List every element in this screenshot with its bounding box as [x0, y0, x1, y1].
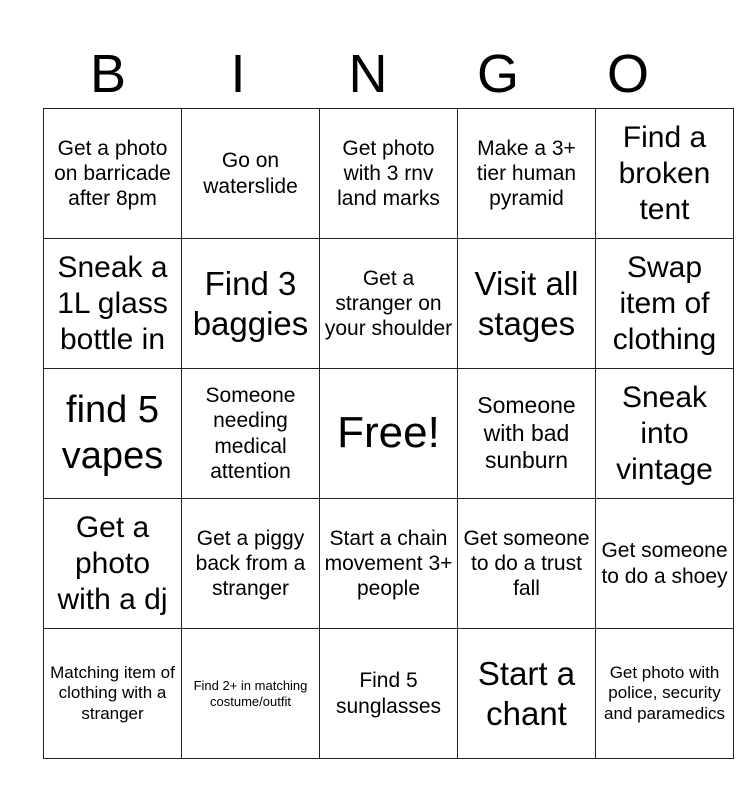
board-row [44, 629, 734, 759]
cell-text: Start a chain movement 3+ people [324, 526, 453, 601]
free-cell[interactable] [320, 369, 458, 499]
bingo-cell[interactable] [182, 499, 320, 629]
cell-text: Matching item of clothing with a stranger [50, 662, 175, 723]
header-letter-g: G [476, 44, 519, 104]
bingo-cell[interactable] [320, 629, 458, 759]
bingo-cell[interactable] [44, 369, 182, 499]
cell-text: Get a piggy back from a stranger [195, 526, 306, 601]
cell-text: Sneak a 1L glass bottle in [57, 250, 168, 356]
cell-text: Swap item of clothing [612, 250, 717, 356]
bingo-cell[interactable] [182, 369, 320, 499]
bingo-board [43, 108, 734, 759]
bingo-cell[interactable] [596, 369, 734, 499]
bingo-cell[interactable] [182, 109, 320, 239]
header-letter-o: O [606, 44, 649, 104]
bingo-cell[interactable] [596, 629, 734, 759]
bingo-cell[interactable] [458, 109, 596, 239]
bingo-cell[interactable] [44, 629, 182, 759]
bingo-cell[interactable] [320, 239, 458, 369]
bingo-cell[interactable] [44, 499, 182, 629]
cell-text: Go on waterslide [203, 149, 298, 198]
header-letter-i: I [230, 44, 246, 104]
bingo-cell[interactable] [458, 499, 596, 629]
cell-text: Sneak into vintage [616, 380, 713, 486]
cell-text: Start a chant [477, 654, 576, 732]
cell-text: Someone with bad sunburn [477, 392, 576, 474]
cell-text: Get photo with 3 rnv land marks [337, 136, 440, 211]
board-row [44, 239, 734, 369]
bingo-cell[interactable] [182, 239, 320, 369]
cell-text: Someone needing medical attention [205, 384, 296, 483]
cell-text: Find 3 baggies [192, 264, 309, 342]
bingo-cell[interactable] [320, 499, 458, 629]
cell-text: Find 5 sunglasses [335, 669, 442, 718]
cell-text: Get a photo on barricade after 8pm [54, 136, 171, 211]
cell-text: Get someone to do a trust fall [463, 526, 590, 601]
bingo-cell[interactable] [596, 239, 734, 369]
board-row [44, 499, 734, 629]
cell-text: Visit all stages [474, 264, 579, 342]
bingo-cell[interactable] [458, 629, 596, 759]
cell-text: find 5 vapes [61, 388, 164, 477]
bingo-cell[interactable] [182, 629, 320, 759]
bingo-cell[interactable] [320, 109, 458, 239]
cell-text: Get a photo with a dj [57, 510, 168, 616]
cell-text: Make a 3+ tier human pyramid [476, 136, 577, 211]
cell-text: Get a stranger on your shoulder [324, 266, 453, 341]
bingo-cell[interactable] [458, 369, 596, 499]
board-row [44, 109, 734, 239]
header-letter-b: B [89, 44, 127, 104]
bingo-cell[interactable] [44, 109, 182, 239]
bingo-header [43, 40, 693, 108]
free-text: Free! [337, 408, 440, 458]
bingo-cell[interactable] [458, 239, 596, 369]
cell-text: Find 2+ in matching costume/outfit [193, 677, 308, 709]
cell-text: Find a broken tent [618, 120, 711, 226]
cell-text: Get photo with police, security and paramedics [604, 662, 725, 723]
bingo-cell[interactable] [596, 109, 734, 239]
board-row [44, 369, 734, 499]
header-letter-n: N [348, 44, 388, 104]
cell-text: Get someone to do a shoey [601, 539, 728, 588]
bingo-cell[interactable] [44, 239, 182, 369]
bingo-cell[interactable] [596, 499, 734, 629]
